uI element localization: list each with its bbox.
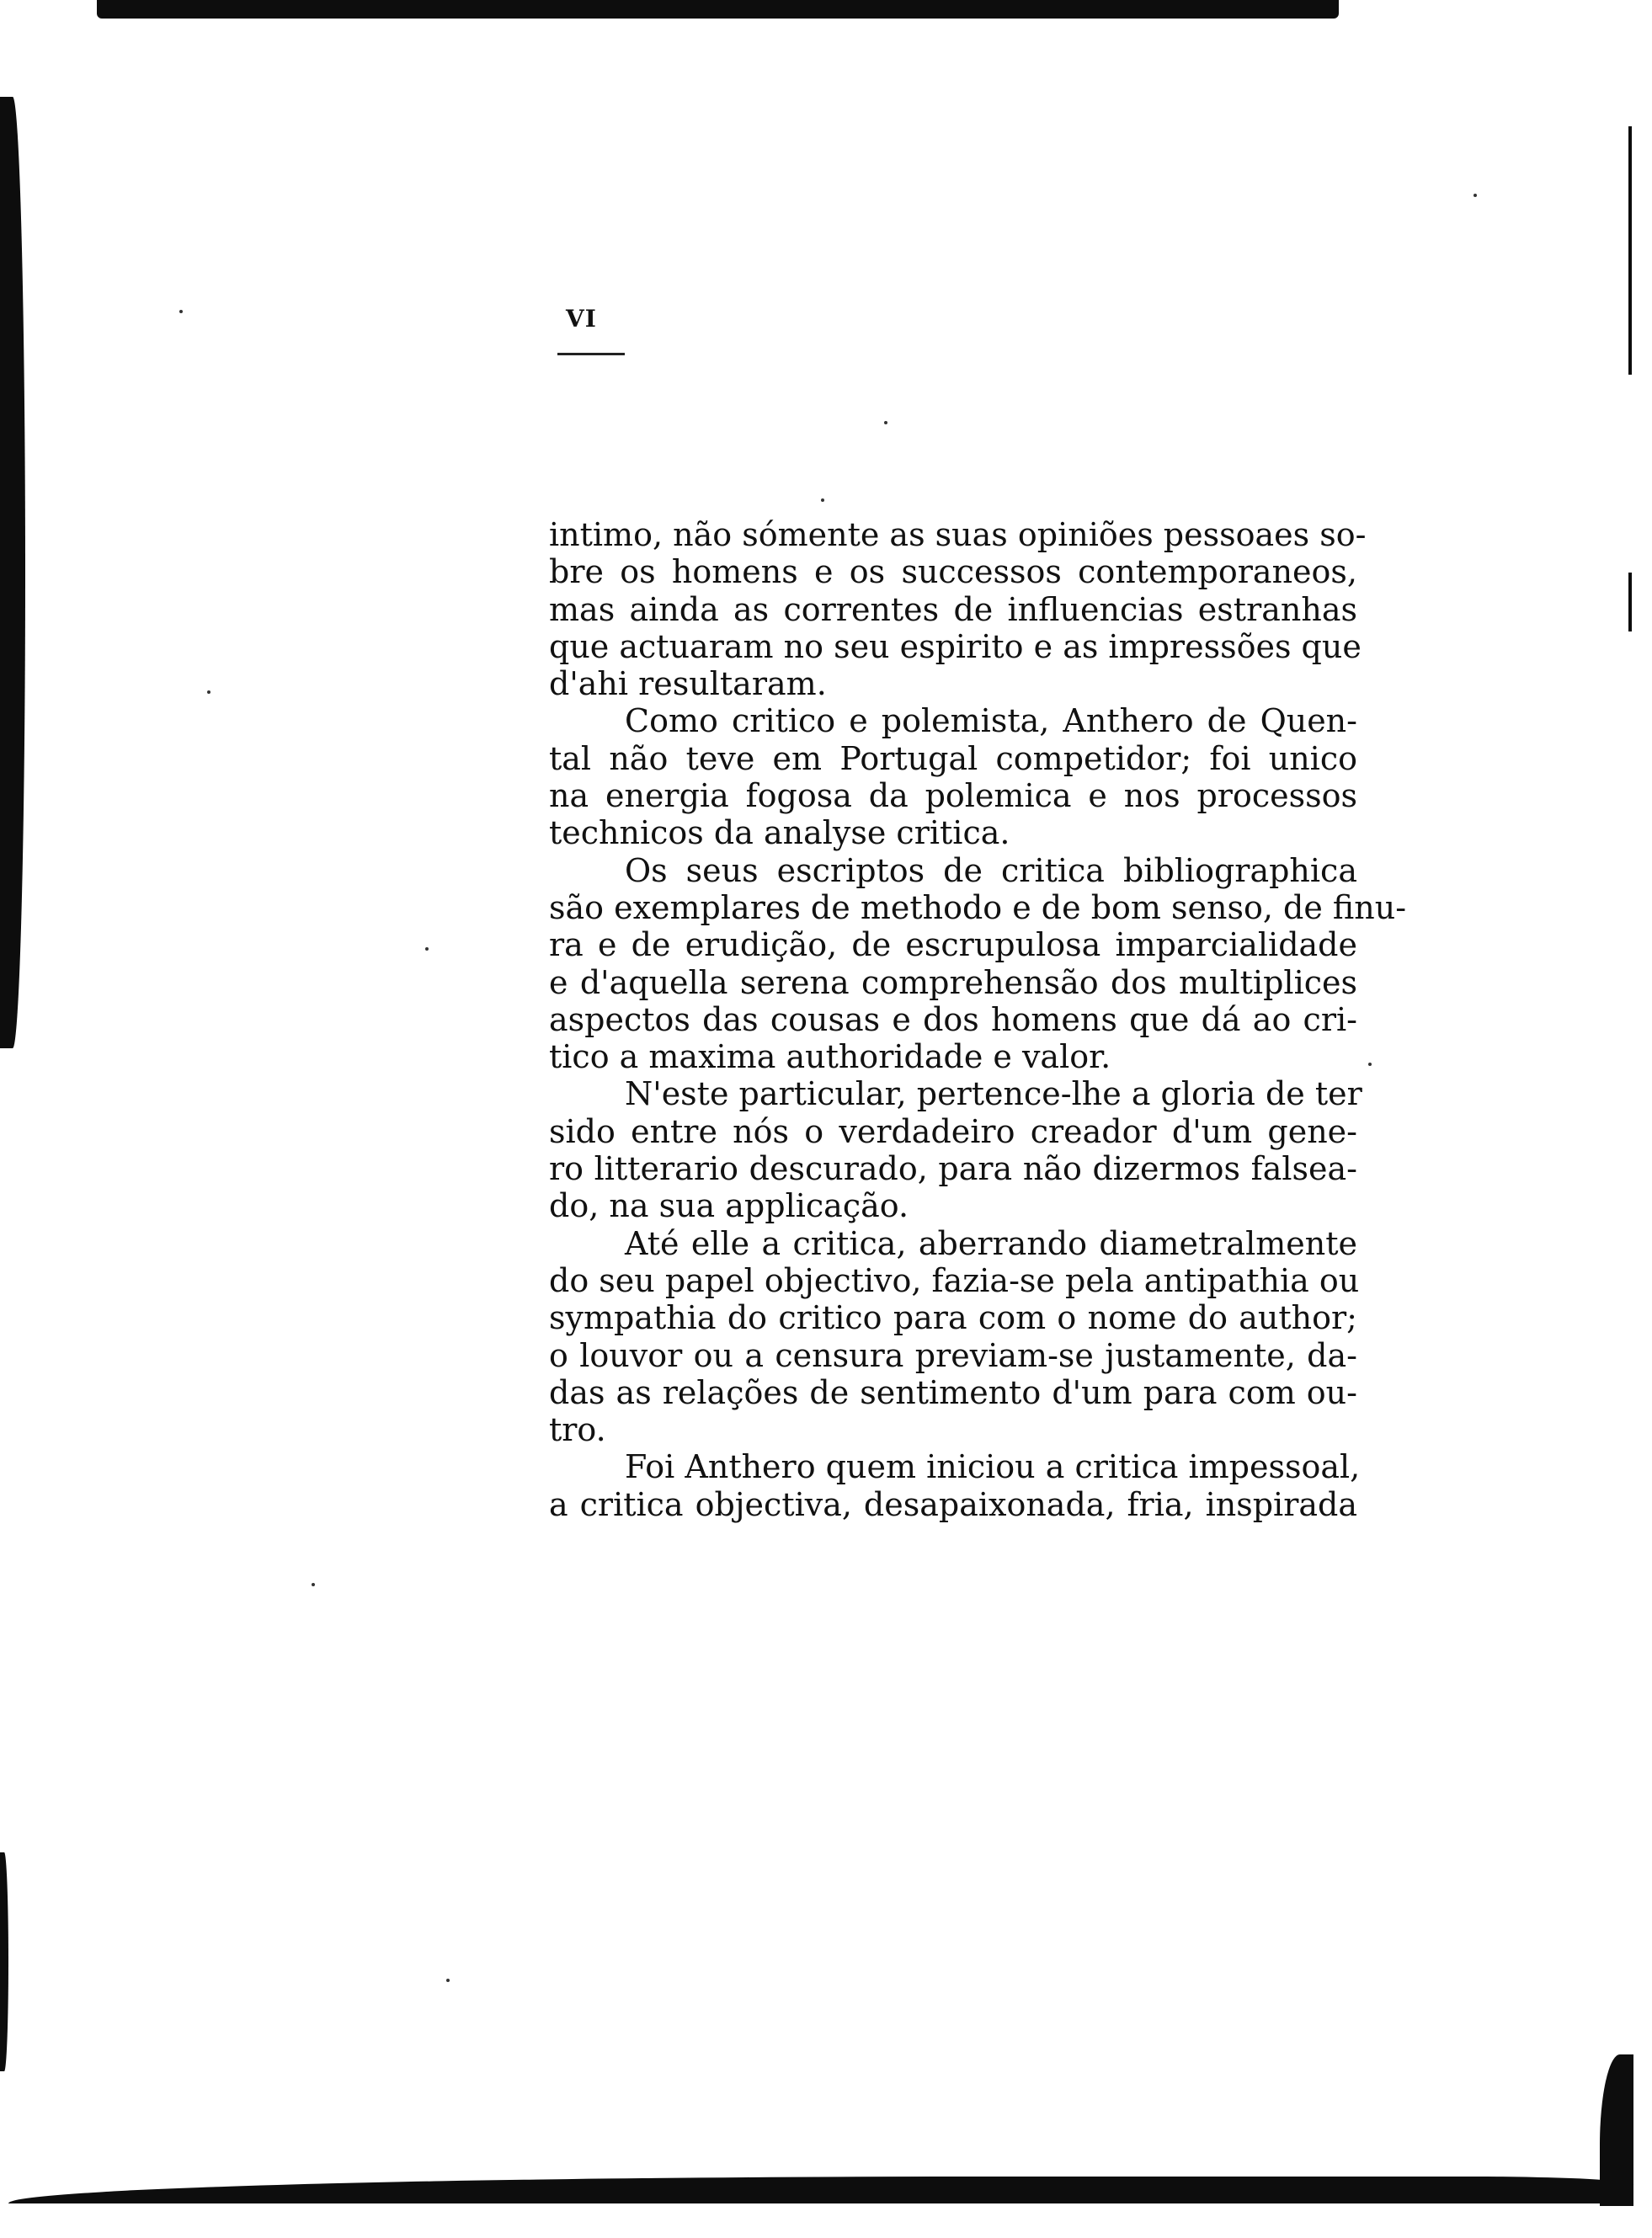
scan-border-left: [0, 97, 25, 1048]
page-number-rule: [557, 353, 625, 355]
text-line: do seu papel objectivo, fazia-se pela antipathia ou: [549, 1261, 1360, 1299]
text-line: ro litterario descurado, para não dizermos falsea-: [549, 1150, 1357, 1188]
paper-speck: [425, 947, 429, 951]
text-line: Os seus escriptos de critica bibliographica: [625, 851, 1357, 889]
text-line: a critica objectiva, desapaixonada, fria, inspirada: [549, 1485, 1357, 1523]
text-line: tico a maxima authoridade e valor.: [549, 1038, 1111, 1076]
text-line: na energia fogosa da polemica e nos processos: [549, 777, 1357, 815]
page-number: VI: [566, 305, 597, 333]
text-line: o louvor ou a censura previam-se justamente, da-: [549, 1336, 1357, 1374]
text-line: do, na sua applicação.: [549, 1187, 909, 1225]
paper-speck: [884, 421, 887, 424]
scan-border-right-middle: [1628, 573, 1632, 631]
paragraph: [549, 516, 1367, 703]
text-line: das as relações de sentimento d'um para com ou-: [549, 1373, 1357, 1411]
body-text: [549, 516, 1407, 1523]
text-line: sympathia do critico para com o nome do author;: [549, 1299, 1357, 1337]
scan-border-bottom-right: [1600, 2054, 1633, 2206]
paper-speck: [821, 498, 824, 502]
text-line: aspectos das cousas e dos homens que dá ao cri-: [549, 1000, 1357, 1038]
paragraph: [549, 702, 1357, 851]
paragraph: [549, 851, 1407, 1076]
paper-speck: [1368, 1063, 1372, 1066]
paper-speck: [446, 1979, 450, 1982]
text-line: que actuaram no seu espirito e as impressões que: [549, 627, 1362, 665]
text-line: tro.: [549, 1411, 606, 1449]
text-line: ra e de erudição, de escrupulosa imparcialidade: [549, 926, 1357, 964]
scan-border-left-lower: [0, 1852, 8, 2071]
text-line: bre os homens e os successos contemporaneos,: [549, 553, 1357, 591]
text-line: intimo, não sómente as suas opiniões pessoaes so-: [549, 516, 1367, 553]
text-line: mas ainda as correntes de influencias estranhas: [549, 590, 1357, 628]
text-line: Foi Anthero quem iniciou a critica impessoal,: [625, 1448, 1361, 1486]
paper-speck: [1473, 194, 1477, 197]
text-line: N'este particular, pertence-lhe a gloria de ter: [625, 1075, 1362, 1113]
paper-speck: [179, 310, 183, 313]
scan-border-right-upper: [1628, 126, 1632, 375]
scan-border-bottom: [8, 2177, 1633, 2203]
text-line: d'ahi resultaram.: [549, 665, 827, 703]
text-line: Como critico e polemista, Anthero de Quen-: [625, 702, 1357, 740]
text-line: sido entre nós o verdadeiro creador d'um gene-: [549, 1112, 1357, 1150]
text-line: tal não teve em Portugal competidor; foi unico: [549, 739, 1357, 777]
paper-speck: [312, 1583, 315, 1586]
text-line: Até elle a critica, aberrando diametralmente: [625, 1224, 1357, 1262]
text-line: e d'aquella serena comprehensão dos multiplices: [549, 963, 1357, 1001]
paragraph: [549, 1224, 1360, 1449]
paragraph: [549, 1448, 1361, 1523]
text-line: são exemplares de methodo e de bom senso, de finu-: [549, 888, 1407, 926]
text-line: technicos da analyse critica.: [549, 814, 1010, 852]
paper-speck: [207, 690, 210, 694]
scan-border-top: [97, 0, 1339, 19]
paragraph: [549, 1075, 1362, 1225]
